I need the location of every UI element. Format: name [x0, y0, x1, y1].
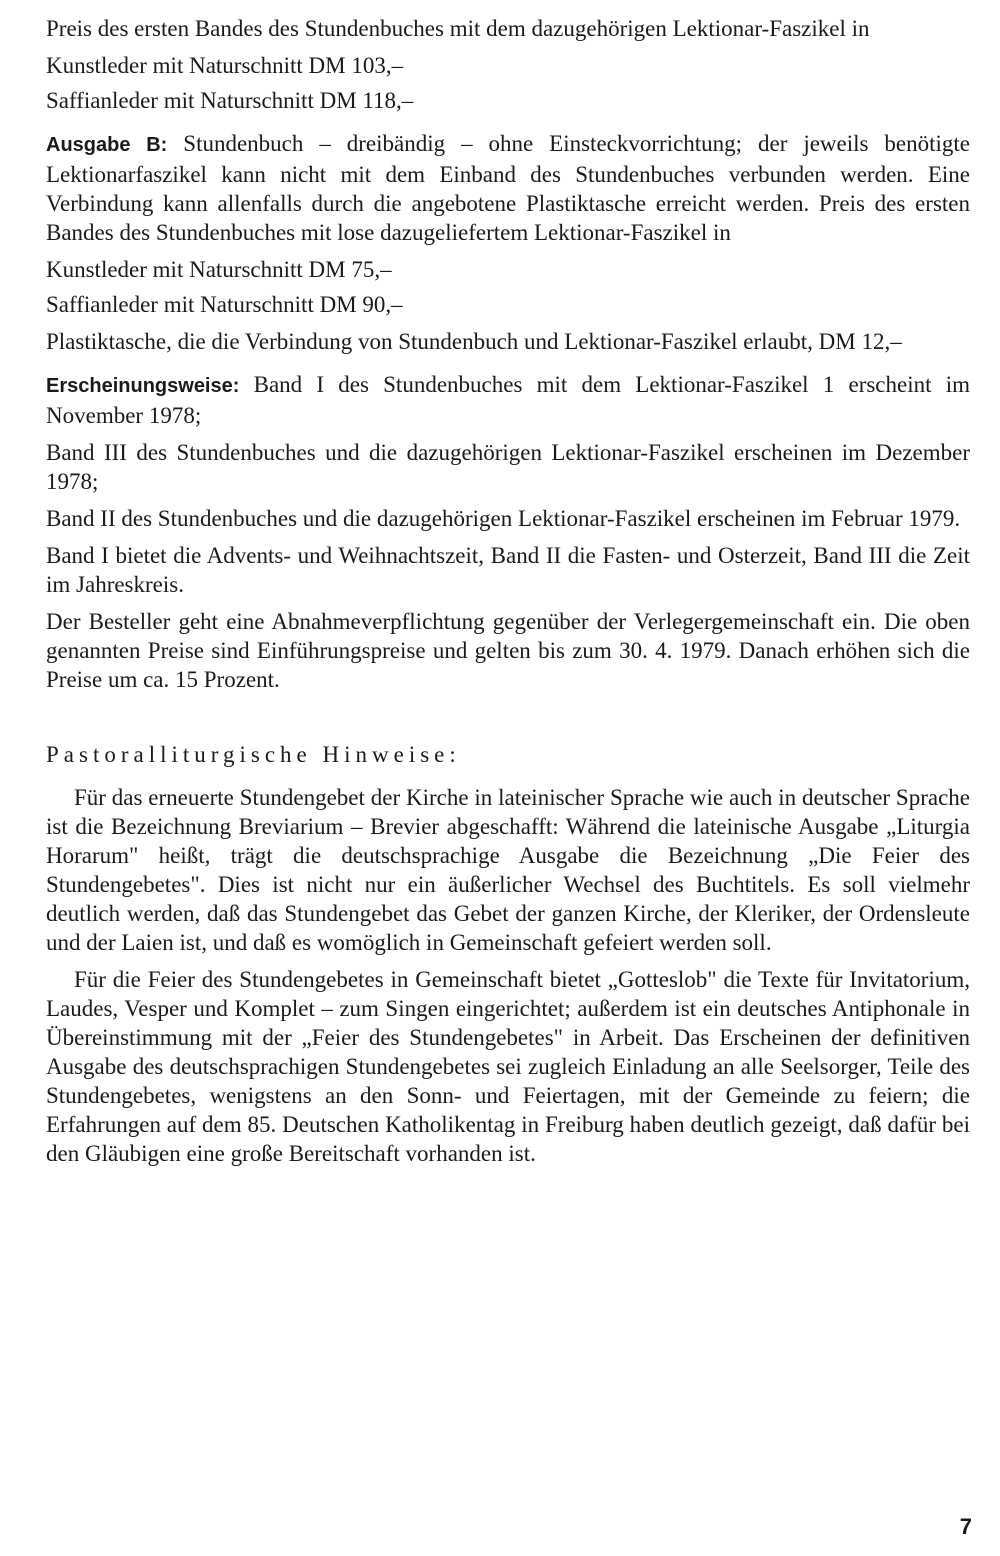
price-b-kunstleder: Kunstleder mit Naturschnitt DM 75,– [46, 257, 392, 282]
price-b-saffianleder: Saffianleder mit Naturschnitt DM 90,– [46, 292, 403, 317]
ausgabe-b-paragraph [46, 129, 970, 247]
price-a-saffianleder: Saffianleder mit Naturschnitt DM 118,– [46, 88, 414, 113]
band-contents-paragraph: Band I bietet die Advents- und Weihnachtszeit, Band II die Fasten- und Osterzeit, Band III die Zeit im Jahreskreis. [46, 543, 970, 597]
document-page [46, 14, 970, 1168]
page-number: 7 [959, 1514, 972, 1539]
band-3-paragraph: Band III des Stundenbuches und die dazugehörigen Lektionar-Faszikel erscheinen im Dezember 1978; [46, 440, 970, 494]
erscheinungsweise-paragraph [46, 370, 970, 430]
besteller-paragraph: Der Besteller geht eine Abnahmeverpflichtung gegenüber der Verlegergemeinschaft ein. Die oben genannten Preise sind Einführungspreise und gelten bis zum 30. 4. 1979. Danach erhöhen sich die Preise um ca. 15 Prozent. [46, 609, 970, 692]
pastoral-paragraph-2: Für die Feier des Stundengebetes in Gemeinschaft bietet „Gotteslob" die Texte für Invitatorium, Laudes, Vesper und Komplet – zum Singen eingerichtet; außerdem ist ein deutsches Antiphonale in Übereinstimmung mit der „Feier des Stundengebetes" in Arbeit. Das Erscheinen der definitiven Ausgabe des deutschsprachigen Stundengebetes sei zugleich Einladung an alle Seelsorger, Teile des Stundengebetes, wenigstens an den Sonn- und Feiertagen, mit der Gemeinde zu feiern; die Erfahrungen auf dem 85. Deutschen Katholikentag in Freiburg haben deutlich gezeigt, daß dafür bei den Gläubigen eine große Bereitschaft vorhanden ist. [46, 967, 970, 1166]
plastiktasche-paragraph: Plastiktasche, die die Verbindung von Stundenbuch und Lektionar-Faszikel erlaubt, DM 12,– [46, 329, 902, 354]
section-heading: Pastoralliturgische Hinweise: [46, 742, 461, 767]
ausgabe-b-label: Ausgabe B: [46, 134, 168, 156]
price-intro-paragraph: Preis des ersten Bandes des Stundenbuches mit dem dazugehörigen Lektionar-Faszikel in [46, 16, 870, 41]
erscheinungsweise-text: Band I des Stundenbuches mit dem Lektionar-Faszikel 1 erscheint im November 1978; [46, 372, 970, 428]
band-2-paragraph: Band II des Stundenbuches und die dazugehörigen Lektionar-Faszikel erscheinen im Februar 1979. [46, 506, 961, 531]
erscheinungsweise-label: Erscheinungsweise: [46, 375, 240, 397]
pastoral-paragraph-1: Für das erneuerte Stundengebet der Kirche in lateinischer Sprache wie auch in deutscher Sprache ist die Bezeichnung Breviarium – Brevier abgeschafft: Während die lateinische Ausgabe „Liturgia Horarum" heißt, trägt die deutschsprachige Ausgabe die Bezeichnung „Die Feier des Stundengebetes". Dies ist nicht nur ein äußerlicher Wechsel des Buchtitels. Es soll vielmehr deutlich werden, daß das Stundengebet das Gebet der ganzen Kirche, der Kleriker, der Ordensleute und der Laien ist, und daß es womöglich in Gemeinschaft gefeiert werden soll. [46, 785, 970, 955]
price-a-kunstleder: Kunstleder mit Naturschnitt DM 103,– [46, 53, 404, 78]
ausgabe-b-text: Stundenbuch – dreibändig – ohne Einsteckvorrichtung; der jeweils benötigte Lektionarfaszikel kann nicht mit dem Einband des Stundenbuches verbunden werden. Eine Verbindung kann allenfalls durch die angebotene Plastiktasche erreicht werden. Preis des ersten Bandes des Stundenbuches mit lose dazugeliefertem Lektionar-Faszikel in [46, 131, 971, 245]
